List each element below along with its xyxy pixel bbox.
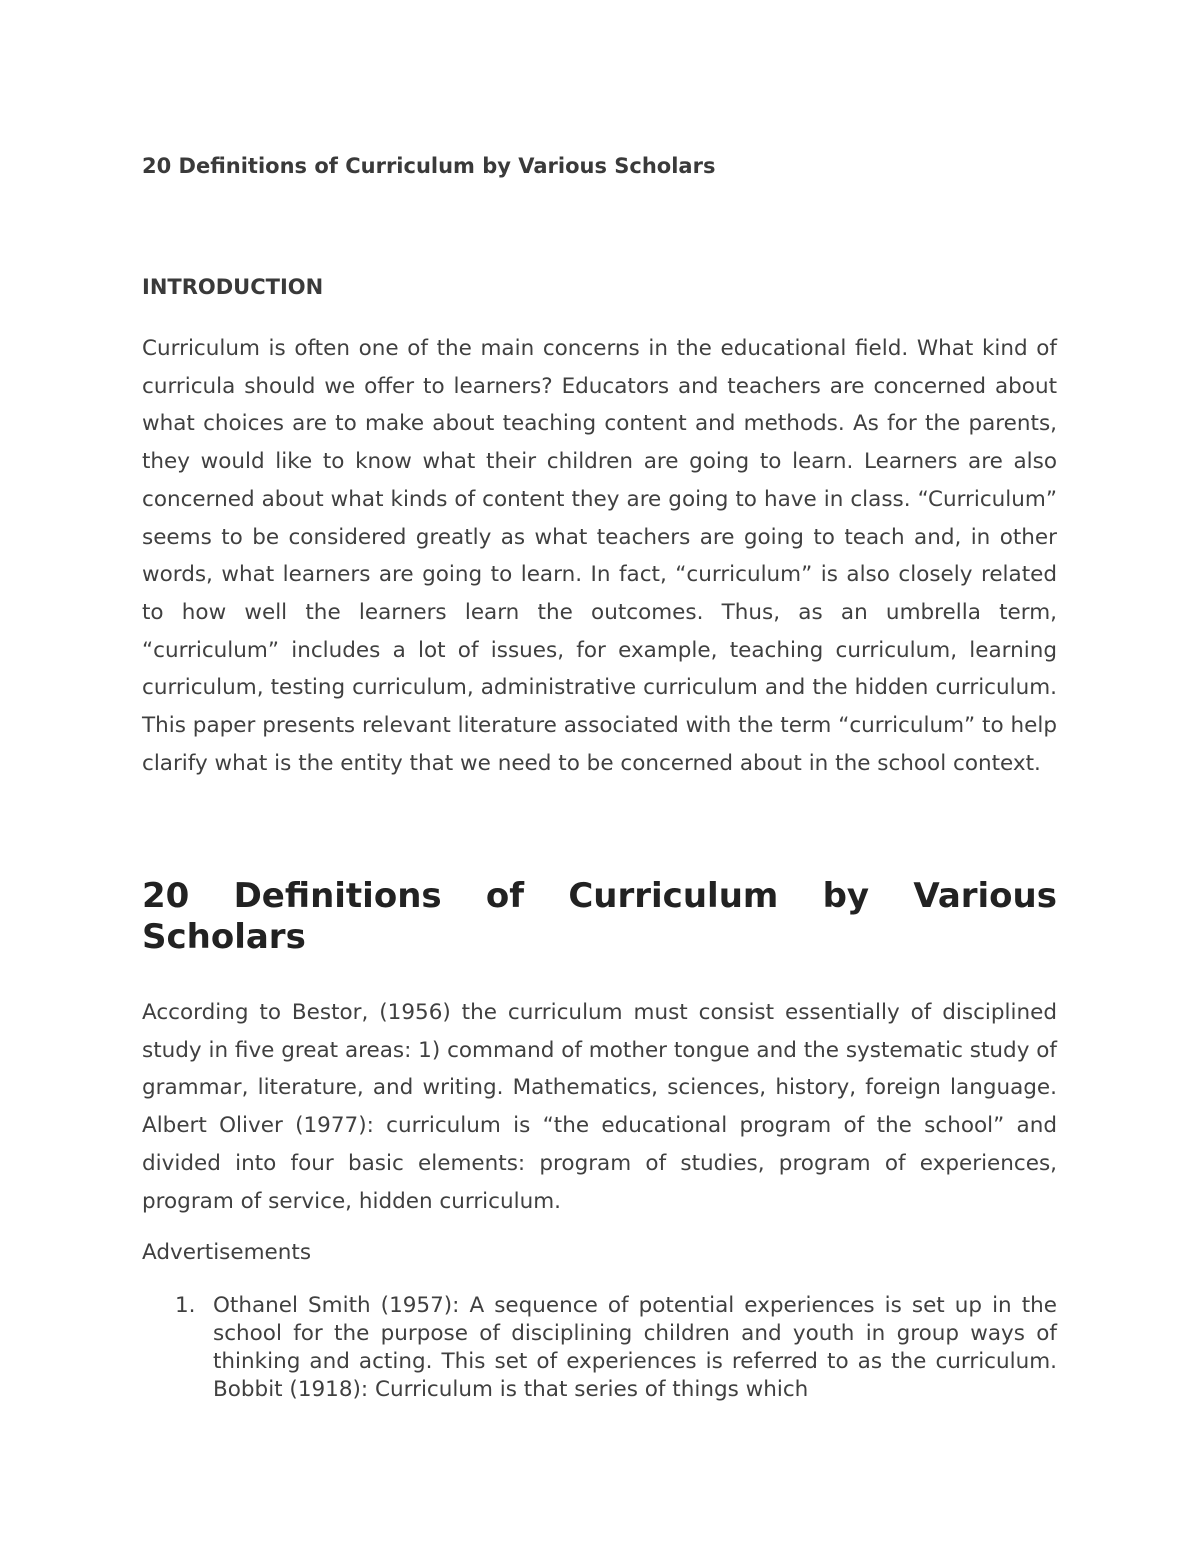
definition-number: 1. <box>175 1293 196 1318</box>
definitions-list <box>142 1292 1057 1404</box>
document-title: 20 Definitions of Curriculum by Various Scholars <box>142 154 716 178</box>
introduction-paragraph: Curriculum is often one of the main concerns in the educational field. What kind of curricula should we offer to learners? Educators and teachers are concerned about what choices are to make about teaching content and methods. As for the parents, they would like to know what their children are going to learn. Learners are also concerned about what kinds of content they are going to have in class. “Curriculum” seems to be considered greatly as what teachers are going to teach and, in other words, what learners are going to learn. In fact, “curriculum” is also closely related to how well the learners learn the outcomes. Thus, as an umbrella term, “curriculum” includes a lot of issues, for example, teaching curriculum, learning curriculum, testing curriculum, administrative curriculum and the hidden curriculum. This paper presents relevant literature associated with the term “curriculum” to help clarify what is the entity that we need to be concerned about in the school context. <box>142 336 1057 776</box>
definition-text: Othanel Smith (1957): A sequence of potential experiences is set up in the school for the purpose of disciplining children and youth in group ways of thinking and acting. This set of experiences is referred to as the curriculum. Bobbit (1918): Curriculum is that series of things which <box>213 1293 1057 1402</box>
section-paragraph: According to Bestor, (1956) the curriculum must consist essentially of disciplined study in five great areas: 1) command of mother tongue and the systematic study of grammar, literature, and writing. Mathematics, sciences, history, foreign language. Albert Oliver (1977): curriculum is “the educational program of the school” and divided into four basic elements: program of studies, program of experiences, program of service, hidden curriculum. <box>142 1000 1057 1214</box>
section-heading: 20 Definitions of Curriculum by Various Scholars <box>142 876 1057 957</box>
definition-item <box>142 1292 1057 1404</box>
advertisements-label: Advertisements <box>142 1240 312 1265</box>
introduction-label: INTRODUCTION <box>142 275 324 299</box>
